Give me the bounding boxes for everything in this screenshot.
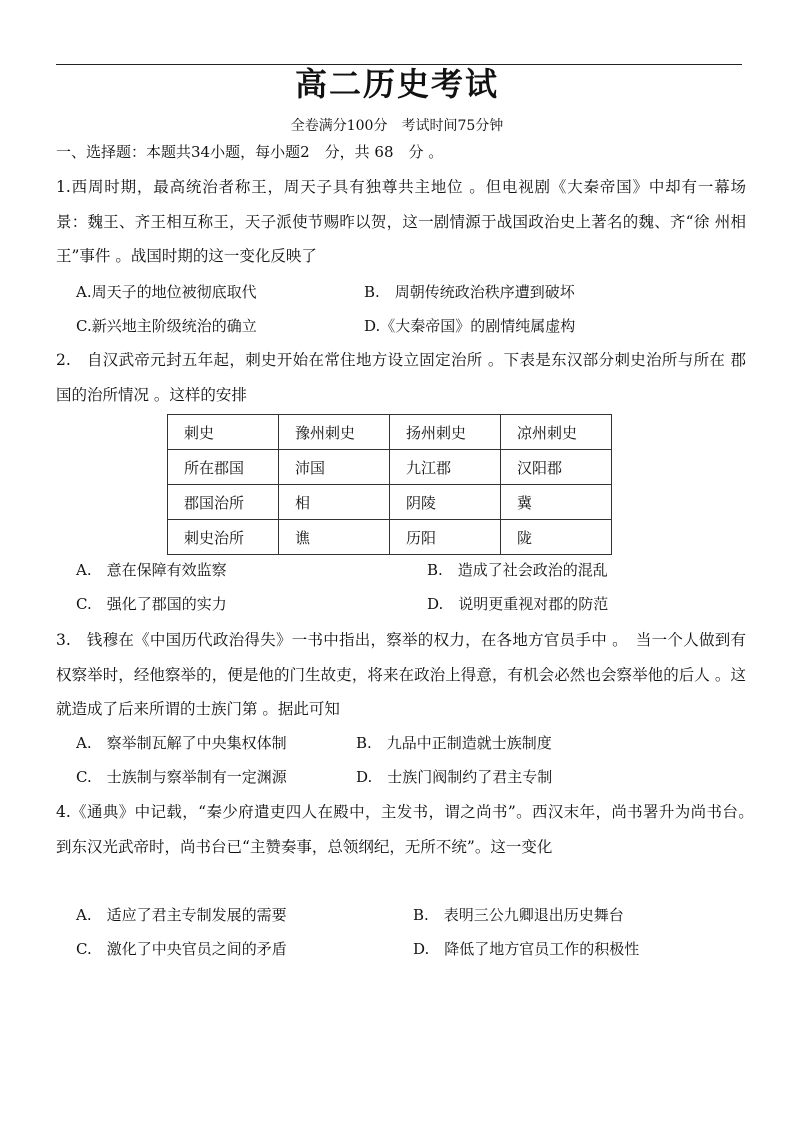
question-4-option-d: D. 降低了地方官员工作的积极性: [413, 940, 640, 958]
question-1-option-c: C.新兴地主阶级统治的确立: [76, 317, 257, 335]
table-cell: 汉阳郡: [501, 450, 612, 485]
exam-title: 高二历史考试: [294, 65, 499, 103]
table-cell: 相: [279, 485, 390, 520]
question-1-option-d: D.《大秦帝国》的剧情纯属虚构: [364, 317, 576, 335]
table-cell: 凉州刺史: [501, 415, 612, 450]
question-4-option-a: A. 适应了君主专制发展的需要: [76, 906, 287, 924]
table-row: [168, 450, 612, 485]
table-cell: 阴陵: [390, 485, 501, 520]
question-1-option-a: A.周天子的地位被彻底取代: [76, 283, 257, 301]
question-2-option-b: B. 造成了社会政治的混乱: [427, 561, 608, 579]
table-row: [168, 415, 612, 450]
table-cell: 郡国治所: [168, 485, 279, 520]
question-2-table: [167, 414, 612, 555]
question-2-option-a: A. 意在保障有效监察: [76, 561, 227, 579]
table-cell: 谯: [279, 520, 390, 555]
table-cell: 豫州刺史: [279, 415, 390, 450]
table-cell: 刺史: [168, 415, 279, 450]
question-1-option-b: B. 周朝传统政治秩序遭到破坏: [364, 283, 575, 301]
question-4-stem: 4.《通典》中记载，“秦少府遣吏四人在殿中，主发书，谓之尚书”。西汉末年，尚书署升为尚书台。 到东汉光武帝时，尚书台已“主赞奏事，总领纲纪，无所不统”。这一变化: [56, 803, 762, 856]
question-4-option-c: C. 激化了中央官员之间的矛盾: [76, 940, 287, 958]
question-2-stem: 2. 自汉武帝元封五年起，刺史开始在常住地方设立固定治所 。下表是东汉部分刺史治所与所在 郡国的治所情况 。这样的安排: [56, 351, 746, 404]
question-3-option-d: D. 士族门阀制约了君主专制: [356, 768, 553, 786]
question-2-option-d: D. 说明更重视对郡的防范: [427, 595, 609, 613]
table-cell: 扬州刺史: [390, 415, 501, 450]
table-cell: 九江郡: [390, 450, 501, 485]
question-1-stem: 1.西周时期，最高统治者称王，周天子具有独尊共主地位 。但电视剧《大秦帝国》中却有一幕场 景：魏王、齐王相互称王，天子派使节赐昨以贺，这一剧情源于战国政治史上著名的魏、齐“徐 州相王”事件 。战国时期的这一变化反映了: [56, 178, 762, 265]
question-3-option-b: B. 九品中正制造就士族制度: [356, 734, 552, 752]
table-row: [168, 520, 612, 555]
table-cell: 刺史治所: [168, 520, 279, 555]
table-cell: 历阳: [390, 520, 501, 555]
table-row: [168, 485, 612, 520]
exam-subtitle: 全卷满分100分 考试时间75分钟: [290, 118, 504, 134]
question-3-option-a: A. 察举制瓦解了中央集权体制: [76, 734, 287, 752]
section-heading: 一、选择题：本题共34小题，每小题2 分，共 68 分 。: [56, 143, 444, 161]
table-cell: 陇: [501, 520, 612, 555]
table-cell: 所在郡国: [168, 450, 279, 485]
question-3-option-c: C. 士族制与察举制有一定渊源: [76, 768, 287, 786]
table-cell: 沛国: [279, 450, 390, 485]
question-3-stem: 3. 钱穆在《中国历代政治得失》一书中指出，察举的权力，在各地方官员手中 。 当一个人做到有 权察举时，经他察举的，便是他的门生故吏，将来在政治上得意，有机会必然也会察举他的后人 。这就造成了后来所谓的士族门第 。据此可知: [56, 631, 746, 718]
question-4-option-b: B. 表明三公九卿退出历史舞台: [413, 906, 624, 924]
question-2-option-c: C. 强化了郡国的实力: [76, 595, 227, 613]
table-cell: 冀: [501, 485, 612, 520]
